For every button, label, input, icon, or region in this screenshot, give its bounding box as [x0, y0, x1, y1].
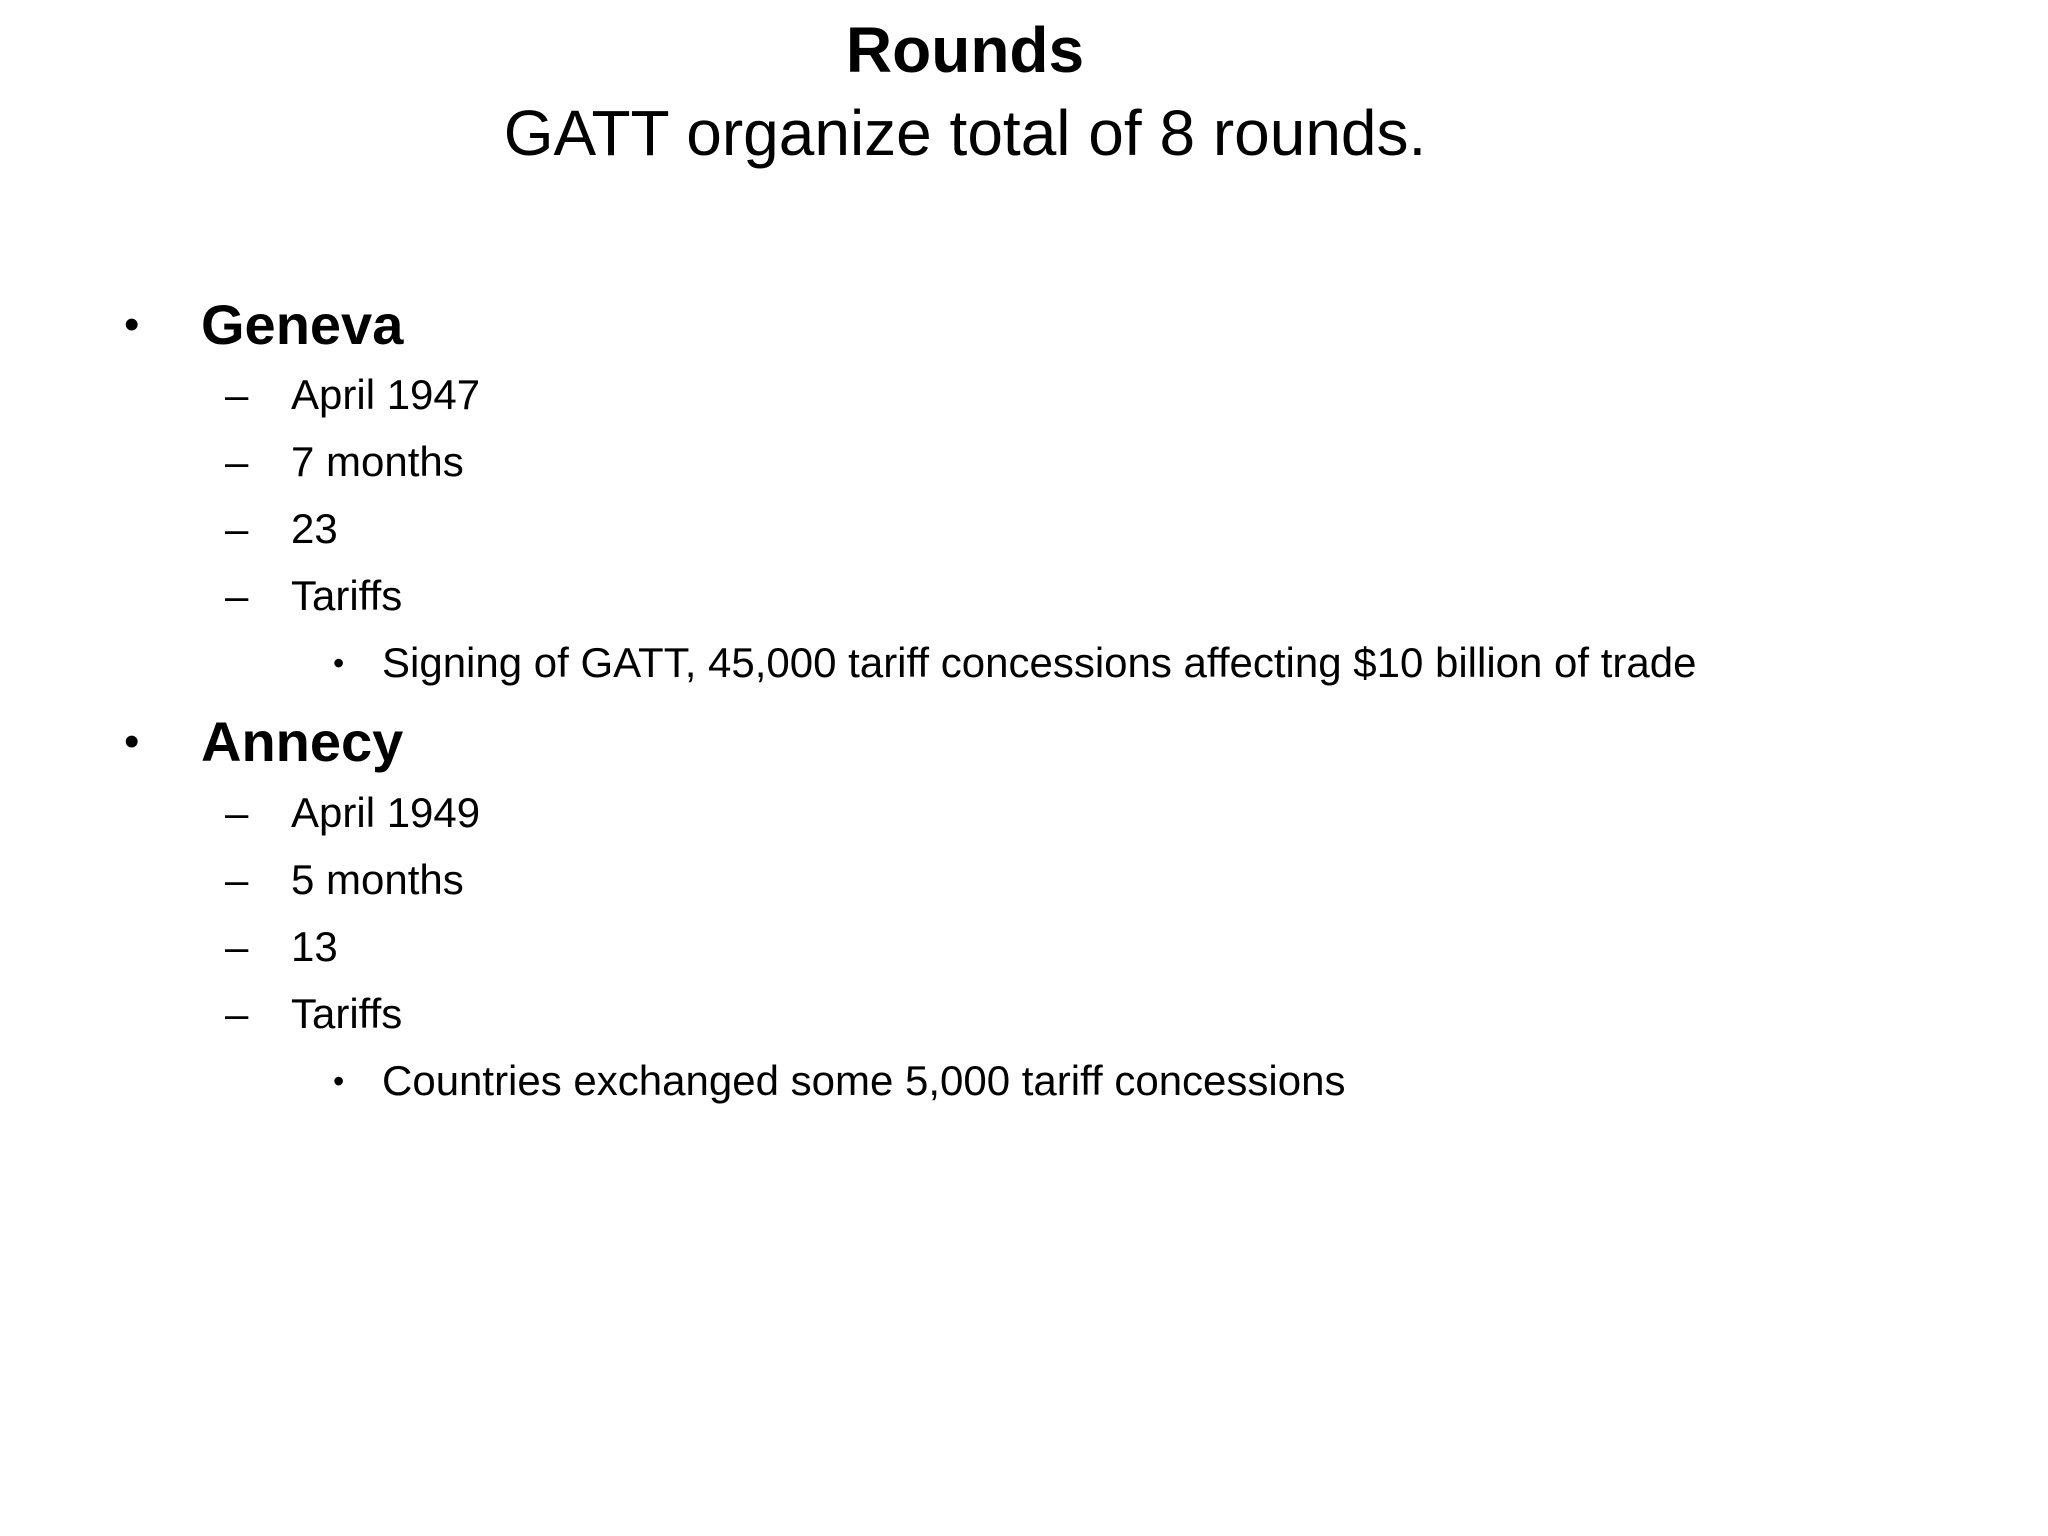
round-subjects: Tariffs — [291, 572, 403, 619]
round-duration: 5 months — [291, 856, 464, 903]
dash-icon: – — [225, 990, 249, 1037]
dash-icon: – — [225, 371, 249, 418]
round-detail: Countries exchanged some 5,000 tariff concessions — [382, 1057, 1346, 1104]
dash-icon: – — [225, 572, 249, 619]
round-date: April 1947 — [291, 371, 481, 418]
round-name: Annecy — [201, 710, 404, 773]
slide-subtitle: GATT organize total of 8 rounds. — [503, 97, 1427, 169]
dash-icon: – — [225, 923, 249, 970]
round-name: Geneva — [201, 293, 404, 356]
bullet-icon: • — [124, 717, 140, 766]
dash-icon: – — [225, 856, 249, 903]
round-detail: Signing of GATT, 45,000 tariff concessions affecting $10 billion of trade — [382, 639, 1697, 686]
round-duration: 7 months — [291, 438, 464, 485]
round-countries: 23 — [291, 505, 338, 552]
dash-icon: – — [225, 505, 249, 552]
round-date: April 1949 — [291, 789, 481, 836]
sub-bullet-icon: • — [333, 1063, 345, 1099]
sub-bullet-icon: • — [333, 645, 345, 681]
dash-icon: – — [225, 438, 249, 485]
slide-title: Rounds — [845, 14, 1085, 86]
round-subjects: Tariffs — [291, 990, 403, 1037]
dash-icon: – — [225, 789, 249, 836]
round-countries: 13 — [291, 923, 338, 970]
bullet-icon: • — [124, 300, 140, 349]
